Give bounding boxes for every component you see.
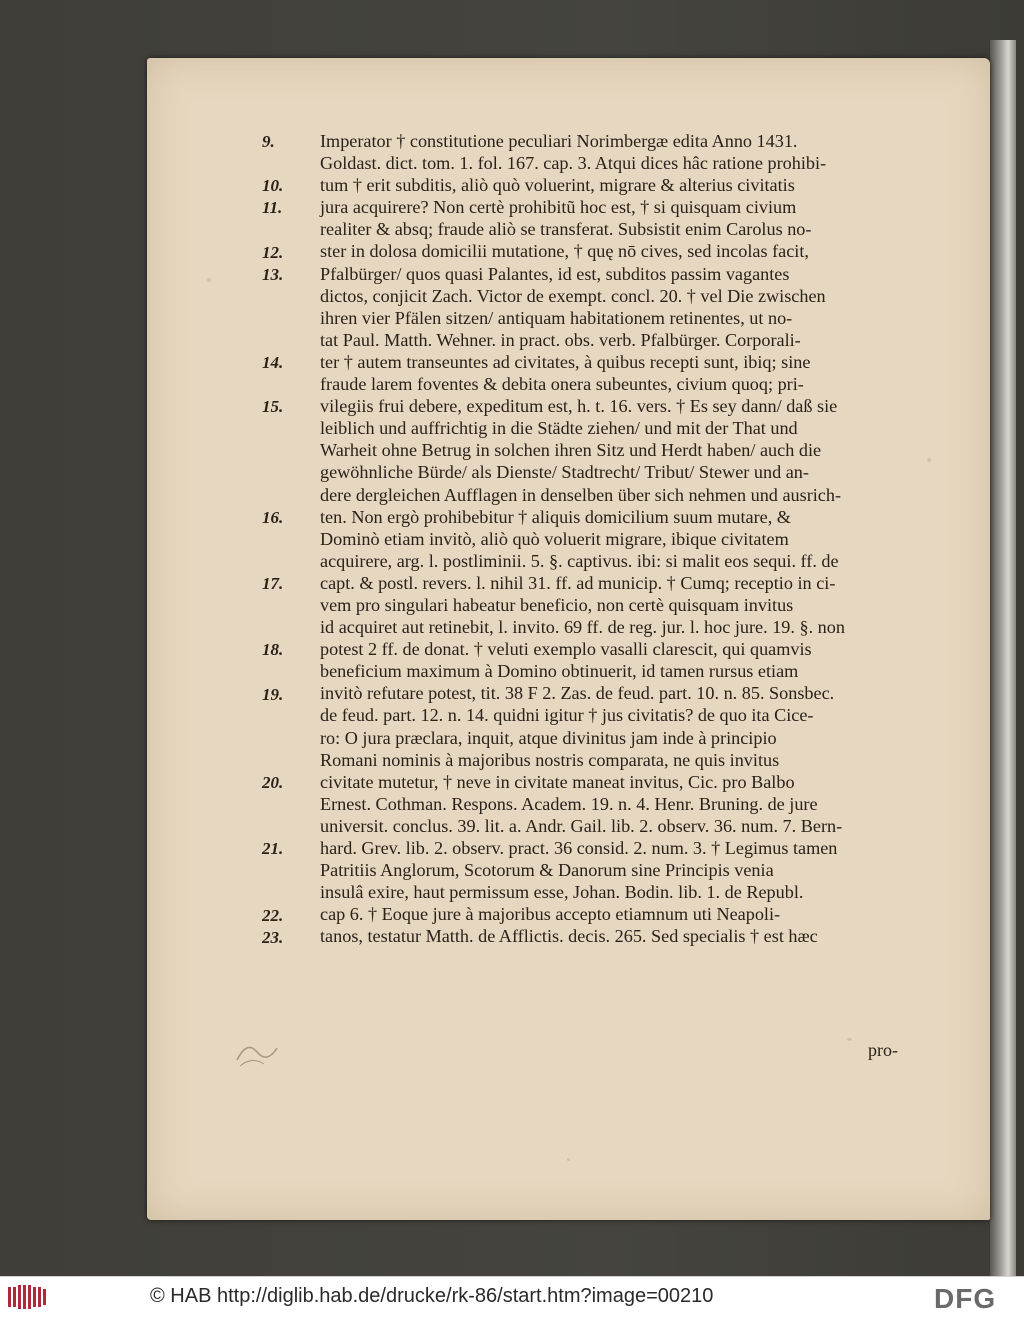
book-page-edge [990, 40, 1016, 1276]
source-url-text: © HAB http://diglib.hab.de/drucke/rk-86/start.htm?image=00210 [150, 1285, 714, 1307]
margin-number: 12. [262, 242, 284, 262]
margin-number: 11. [262, 198, 283, 218]
text-line: Patritiis Anglorum, Scotorum & Danorum sine Principis venia [320, 860, 774, 881]
text-line: insulâ exire, haut permissum esse, Johan. Bodin. lib. 1. de Republ. [320, 882, 804, 903]
text-line: ihren vier Pfälen sitzen/ antiquam habitationem retinentes, ut no- [320, 307, 793, 328]
margin-number: 10. [262, 176, 284, 196]
text-line: id acquiret aut retinebit, l. invito. 69 ff. de reg. jur. l. hoc jure. 19. §. non [320, 617, 845, 638]
margin-number: 9. [262, 132, 275, 151]
text-line: leiblich und auffrichtig in die Städte ziehen/ und mit der That und [320, 418, 798, 439]
margin-number: 14. [262, 353, 284, 372]
page-text-block [320, 130, 920, 947]
footer-bar [0, 1276, 1024, 1317]
text-line: dictos, conjicit Zach. Victor de exempt. concl. 20. † vel Die zwischen [320, 285, 826, 306]
margin-number: 18. [262, 640, 284, 660]
margin-number: 15. [262, 397, 284, 417]
margin-number: 16. [262, 507, 284, 527]
text-line: cap 6. † Eoque jure à majoribus accepto etiamnum uti Neapoli- [320, 904, 781, 925]
text-line: de feud. part. 12. n. 14. quidni igitur † jus civitatis? de quo ita Cice- [320, 705, 814, 726]
hab-library-logo-icon [6, 1283, 48, 1311]
text-line: ro: O jura præclara, inquit, atque divinitus jam inde à principio [320, 727, 777, 748]
text-line: tum † erit subditis, aliò quò voluerint, migrare & alterius civitatis [320, 175, 795, 196]
text-line: ten. Non ergò prohibebitur † aliquis domicilium suum mutare, & [320, 506, 791, 527]
library-stamp-mark [232, 1030, 282, 1070]
margin-number: 22. [262, 905, 284, 925]
catchword: pro- [868, 1040, 898, 1060]
text-line: dere dergleichen Aufflagen in denselben über sich nehmen und ausrich- [320, 484, 842, 505]
text-line: tat Paul. Matth. Wehner. in pract. obs. verb. Pfalbürger. Corporali- [320, 329, 801, 350]
text-line: capt. & postl. revers. l. nihil 31. ff. ad municip. † Cumq; receptio in ci- [320, 572, 836, 593]
text-line: Dominò etiam invitò, aliò quò voluerit migrare, ibique civitatem [320, 528, 789, 549]
text-line: Ernest. Cothman. Respons. Academ. 19. n. 4. Henr. Bruning. de jure [320, 793, 818, 814]
text-line: Pfalbürger/ quos quasi Palantes, id est, subditos passim vagantes [320, 263, 790, 284]
text-line: beneficium maximum à Domino obtinuerit, id tamen rursus etiam [320, 661, 799, 682]
text-line: acquirere, arg. l. postliminii. 5. §. captivus. ibi: si malit eos sequi. ff. de [320, 550, 839, 571]
margin-number: 13. [262, 264, 284, 284]
margin-number: 20. [262, 772, 284, 792]
text-line: tanos, testatur Matth. de Afflictis. decis. 265. Sed specialis † est hæc [320, 926, 818, 947]
text-line: vem pro singulari habeatur beneficio, non certè quisquam invitus [320, 594, 794, 615]
margin-number: 17. [262, 574, 284, 593]
text-line: fraude larem foventes & debita onera subeuntes, civium quoq; pri- [320, 374, 804, 395]
margin-number: 19. [262, 684, 284, 704]
text-line: Imperator † constitutione peculiari Norimbergæ edita Anno 1431. [320, 131, 798, 151]
text-line: hard. Grev. lib. 2. observ. pract. 36 consid. 2. num. 3. † Legimus tamen [320, 838, 838, 858]
text-line: Warheit ohne Betrug in solchen ihren Sitz und Herdt haben/ auch die [320, 440, 822, 461]
text-line: jura acquirere? Non certè prohibitũ hoc est, † si quisquam civium [320, 197, 797, 218]
margin-number: 23. [262, 927, 284, 947]
text-line: realiter & absq; fraude aliò se transferat. Subsistit enim Carolus no- [320, 219, 812, 240]
text-line: Romani nominis à majoribus nostris comparata, ne quis invitus [320, 749, 780, 770]
text-line: ster in dolosa domicilii mutatione, † quę nō cives, sed incolas facit, [320, 241, 809, 262]
text-line: Goldast. dict. tom. 1. fol. 167. cap. 3. Atqui dices hâc ratione prohibi- [320, 153, 827, 174]
text-line: invitò refutare potest, tit. 38 F 2. Zas. de feud. part. 10. n. 85. Sonsbec. [320, 683, 835, 704]
text-line: ter † autem transeuntes ad civitates, à quibus recepti sunt, ibiq; sine [320, 351, 811, 372]
text-line: universit. conclus. 39. lit. a. Andr. Gail. lib. 2. observ. 36. num. 7. Bern- [320, 815, 843, 836]
text-line: gewöhnliche Bürde/ als Dienste/ Stadtrecht/ Tribut/ Stewer und an- [320, 462, 809, 483]
text-line: civitate mutetur, † neve in civitate maneat invitus, Cic. pro Balbo [320, 771, 795, 792]
text-line: vilegiis frui debere, expeditum est, h. t. 16. vers. † Es sey dann/ daß sie [320, 396, 838, 417]
text-line: potest 2 ff. de donat. † veluti exemplo vasalli clarescit, qui quamvis [320, 639, 812, 660]
margin-number: 21. [262, 839, 284, 859]
dfg-logo: DFG [934, 1283, 997, 1314]
